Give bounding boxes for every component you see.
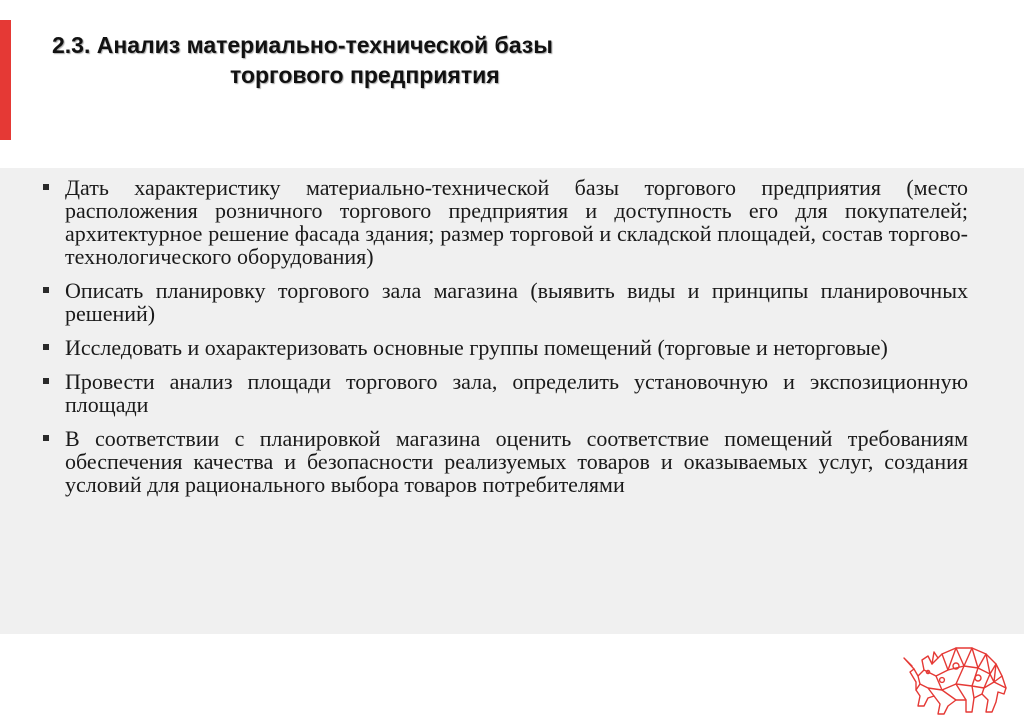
bullet-item [40, 370, 968, 416]
bullet-text: Провести анализ площади торгового зала, определить установочную и экспозиционную площади [65, 369, 968, 417]
square-bullet-icon [43, 287, 49, 293]
red-accent-bar [0, 20, 11, 140]
bullet-text: Описать планировку торгового зала магазина (выявить виды и принципы планировочных решений) [65, 278, 968, 326]
rhino-logo-icon [898, 636, 1016, 718]
bullet-item [40, 336, 968, 359]
square-bullet-icon [43, 184, 49, 190]
square-bullet-icon [43, 435, 49, 441]
square-bullet-icon [43, 344, 49, 350]
bullet-item [40, 427, 968, 496]
slide-title [40, 30, 800, 90]
square-bullet-icon [43, 378, 49, 384]
bullet-list [40, 176, 968, 507]
bullet-item [40, 279, 968, 325]
slide-title-line-1: 2.3. Анализ материально-технической базы [52, 32, 553, 58]
slide-title-line-2: торгового предприятия [230, 62, 500, 88]
bullet-text: В соответствии с планировкой магазина оценить соответствие помещений требованиям обеспечения качества и безопасности реализуемых товаров и оказываемых услуг, создания условий для рационального выбора товаров потребителями [65, 426, 968, 497]
bullet-text: Дать характеристику материально-технической базы торгового предприятия (место расположения розничного торгового предприятия и доступность его для покупателей; архитектурное решение фасада здания; размер торговой и складской площадей, состав торгово-технологического оборудования) [65, 175, 968, 269]
bullet-item [40, 176, 968, 268]
bullet-text: Исследовать и охарактеризовать основные группы помещений (торговые и неторговые) [65, 335, 888, 360]
